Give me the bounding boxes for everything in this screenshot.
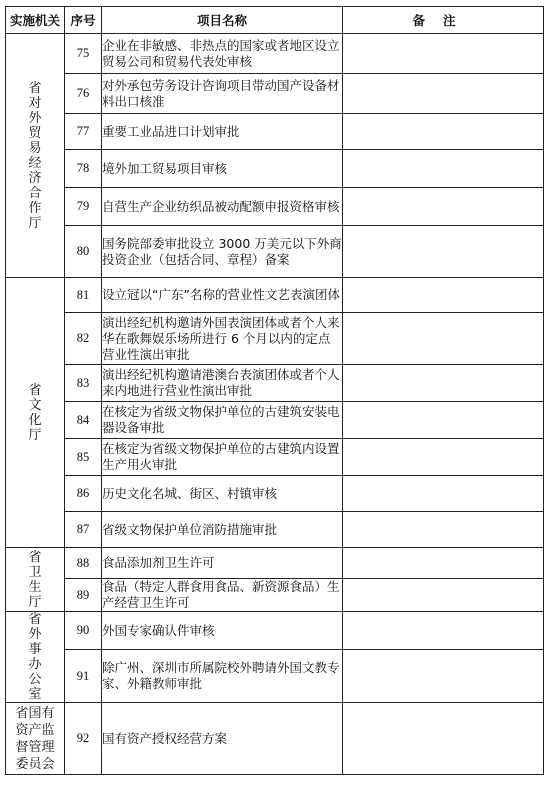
item-name: 在核定为省级文物保护单位的古建筑安装电器设备审批 xyxy=(102,402,343,439)
item-number: 89 xyxy=(65,579,102,612)
table-row xyxy=(6,612,544,650)
table-row xyxy=(6,402,544,439)
item-number: 84 xyxy=(65,402,102,439)
table-row xyxy=(6,703,544,775)
header-item-name: 项目名称 xyxy=(102,7,343,34)
approval-items-table xyxy=(5,6,544,775)
item-number: 87 xyxy=(65,512,102,548)
item-name: 自营生产企业纺织品被动配额申报资格审核 xyxy=(102,188,343,226)
remarks-cell xyxy=(343,579,544,612)
item-name: 除广州、深圳市所属院校外聘请外国文教专家、外籍教师审批 xyxy=(102,650,343,703)
table-row xyxy=(6,548,544,579)
remarks-cell xyxy=(343,188,544,226)
item-number: 91 xyxy=(65,650,102,703)
table-row xyxy=(6,439,544,476)
remarks-cell xyxy=(343,612,544,650)
remarks-cell xyxy=(343,439,544,476)
table-row xyxy=(6,579,544,612)
item-name: 外国专家确认件审核 xyxy=(102,612,343,650)
item-number: 79 xyxy=(65,188,102,226)
item-name: 食品添加剂卫生许可 xyxy=(102,548,343,579)
table-header-row xyxy=(6,7,544,34)
remarks-cell xyxy=(343,74,544,114)
item-number: 81 xyxy=(65,278,102,313)
remarks-cell xyxy=(343,114,544,150)
agency-cell xyxy=(6,703,65,775)
remarks-cell xyxy=(343,402,544,439)
item-name: 省级文物保护单位消防措施审批 xyxy=(102,512,343,548)
table-row xyxy=(6,313,544,365)
table-row xyxy=(6,34,544,74)
item-name: 演出经纪机构邀请外国表演团体或者个人来华在歌舞娱乐场所进行 6 个月以内的定点营业性演出审批 xyxy=(102,313,343,365)
table-row xyxy=(6,226,544,278)
item-number: 75 xyxy=(65,34,102,74)
remarks-cell xyxy=(343,150,544,188)
item-name: 在核定为省级文物保护单位的古建筑内设置生产用火审批 xyxy=(102,439,343,476)
item-number: 92 xyxy=(65,703,102,775)
item-number: 80 xyxy=(65,226,102,278)
remarks-cell xyxy=(343,278,544,313)
remarks-cell xyxy=(343,650,544,703)
agency-cell xyxy=(6,34,65,278)
item-name: 食品（特定人群食用食品、新资源食品）生产经营卫生许可 xyxy=(102,579,343,612)
header-number: 序号 xyxy=(65,7,102,34)
item-number: 90 xyxy=(65,612,102,650)
item-number: 88 xyxy=(65,548,102,579)
table-body xyxy=(6,34,544,775)
item-number: 83 xyxy=(65,365,102,402)
table-row xyxy=(6,150,544,188)
table-row xyxy=(6,650,544,703)
agency-name: 省卫生厅 xyxy=(28,549,42,610)
table-row xyxy=(6,114,544,150)
item-name: 国务院部委审批设立 3000 万美元以下外商投资企业（包括合同、章程）备案 xyxy=(102,226,343,278)
remarks-cell xyxy=(343,548,544,579)
table-row xyxy=(6,278,544,313)
item-name: 演出经纪机构邀请港澳台表演团体或者个人来内地进行营业性演出审批 xyxy=(102,365,343,402)
item-name: 国有资产授权经营方案 xyxy=(102,703,343,775)
item-number: 86 xyxy=(65,476,102,512)
item-number: 82 xyxy=(65,313,102,365)
agency-cell xyxy=(6,278,65,548)
item-number: 78 xyxy=(65,150,102,188)
table-row xyxy=(6,512,544,548)
remarks-cell xyxy=(343,703,544,775)
remarks-cell xyxy=(343,226,544,278)
agency-name: 省外事办公室 xyxy=(28,612,42,702)
item-number: 77 xyxy=(65,114,102,150)
agency-cell xyxy=(6,612,65,703)
item-name: 企业在非敏感、非热点的国家或者地区设立贸易公司和贸易代表处审核 xyxy=(102,34,343,74)
remarks-cell xyxy=(343,34,544,74)
header-remarks: 备注 xyxy=(343,7,544,34)
agency-name: 省国有资产监督管理委员会 xyxy=(15,705,55,772)
item-name: 设立冠以“广东”名称的营业性文艺表演团体 xyxy=(102,278,343,313)
item-name: 境外加工贸易项目审核 xyxy=(102,150,343,188)
remarks-cell xyxy=(343,365,544,402)
table-row xyxy=(6,476,544,512)
header-agency: 实施机关 xyxy=(6,7,65,34)
agency-name: 省文化厅 xyxy=(28,382,42,443)
item-number: 85 xyxy=(65,439,102,476)
item-name: 对外承包劳务设计咨询项目带动国产设备材料出口核准 xyxy=(102,74,343,114)
item-number: 76 xyxy=(65,74,102,114)
table-row xyxy=(6,74,544,114)
item-name: 重要工业品进口计划审批 xyxy=(102,114,343,150)
table-row xyxy=(6,365,544,402)
item-name: 历史文化名城、街区、村镇审核 xyxy=(102,476,343,512)
remarks-cell xyxy=(343,512,544,548)
remarks-cell xyxy=(343,313,544,365)
agency-cell xyxy=(6,548,65,612)
agency-name: 省对外贸易经济合作厅 xyxy=(28,80,42,231)
remarks-cell xyxy=(343,476,544,512)
table-row xyxy=(6,188,544,226)
